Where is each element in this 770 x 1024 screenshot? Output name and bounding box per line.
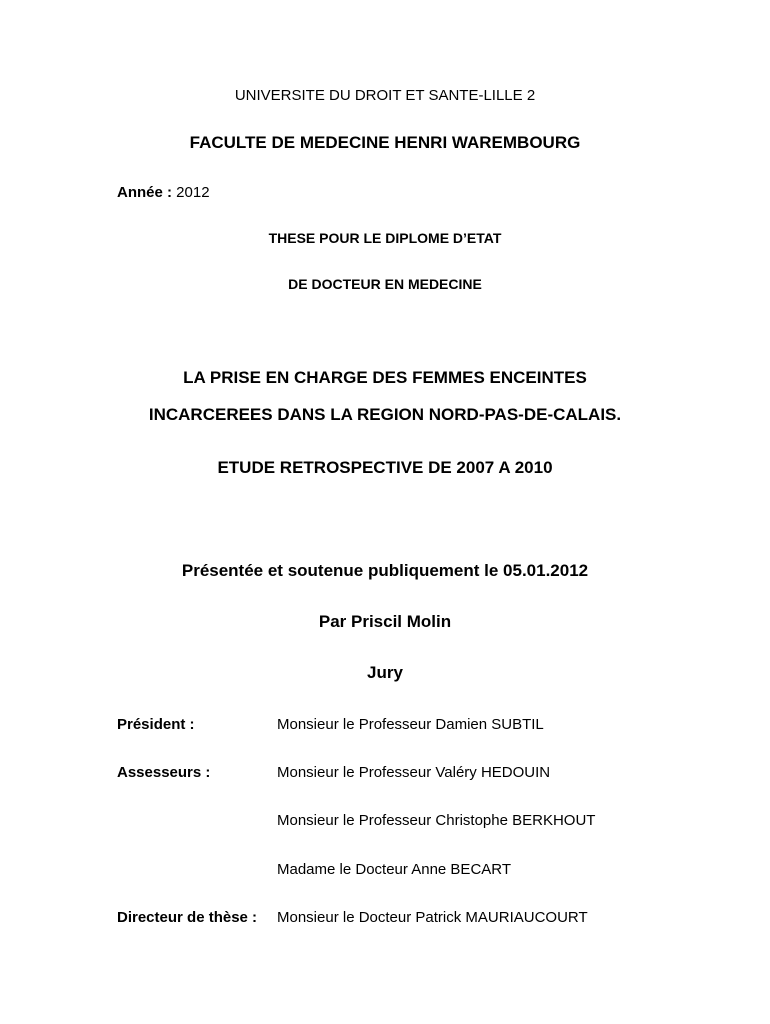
thesis-subtitle: ETUDE RETROSPECTIVE DE 2007 A 2010 xyxy=(217,458,553,477)
director-label: Directeur de thèse : xyxy=(117,909,258,926)
president-name: Monsieur le Professeur Damien SUBTIL xyxy=(277,716,544,733)
assessor-name: Monsieur le Professeur Valéry HEDOUIN xyxy=(277,764,551,781)
faculty-name: FACULTE DE MEDECINE HENRI WAREMBOURG xyxy=(189,133,581,152)
president-label: Président : xyxy=(117,716,195,733)
assessor-name: Monsieur le Professeur Christophe BERKHOUT xyxy=(277,812,596,829)
author-line: Par Priscil Molin xyxy=(318,612,452,631)
thesis-title-line-1: LA PRISE EN CHARGE DES FEMMES ENCEINTES xyxy=(183,368,587,387)
director-name: Monsieur le Docteur Patrick MAURIAUCOURT xyxy=(277,909,588,926)
assessors-label: Assesseurs : xyxy=(117,764,211,781)
thesis-line-2: DE DOCTEUR EN MEDECINE xyxy=(288,276,482,292)
thesis-title-line-2: INCARCEREES DANS LA REGION NORD-PAS-DE-CALAIS. xyxy=(148,405,622,424)
year-value: 2012 xyxy=(172,184,210,201)
thesis-line-1: THESE POUR LE DIPLOME D’ETAT xyxy=(268,230,502,246)
year-line xyxy=(117,184,210,201)
university-name: UNIVERSITE DU DROIT ET SANTE-LILLE 2 xyxy=(234,87,536,104)
year-label: Année : xyxy=(117,184,173,201)
defense-date-line: Présentée et soutenue publiquement le 05.01.2012 xyxy=(181,561,589,580)
jury-heading: Jury xyxy=(367,663,403,682)
assessor-name: Madame le Docteur Anne BECART xyxy=(277,861,512,878)
